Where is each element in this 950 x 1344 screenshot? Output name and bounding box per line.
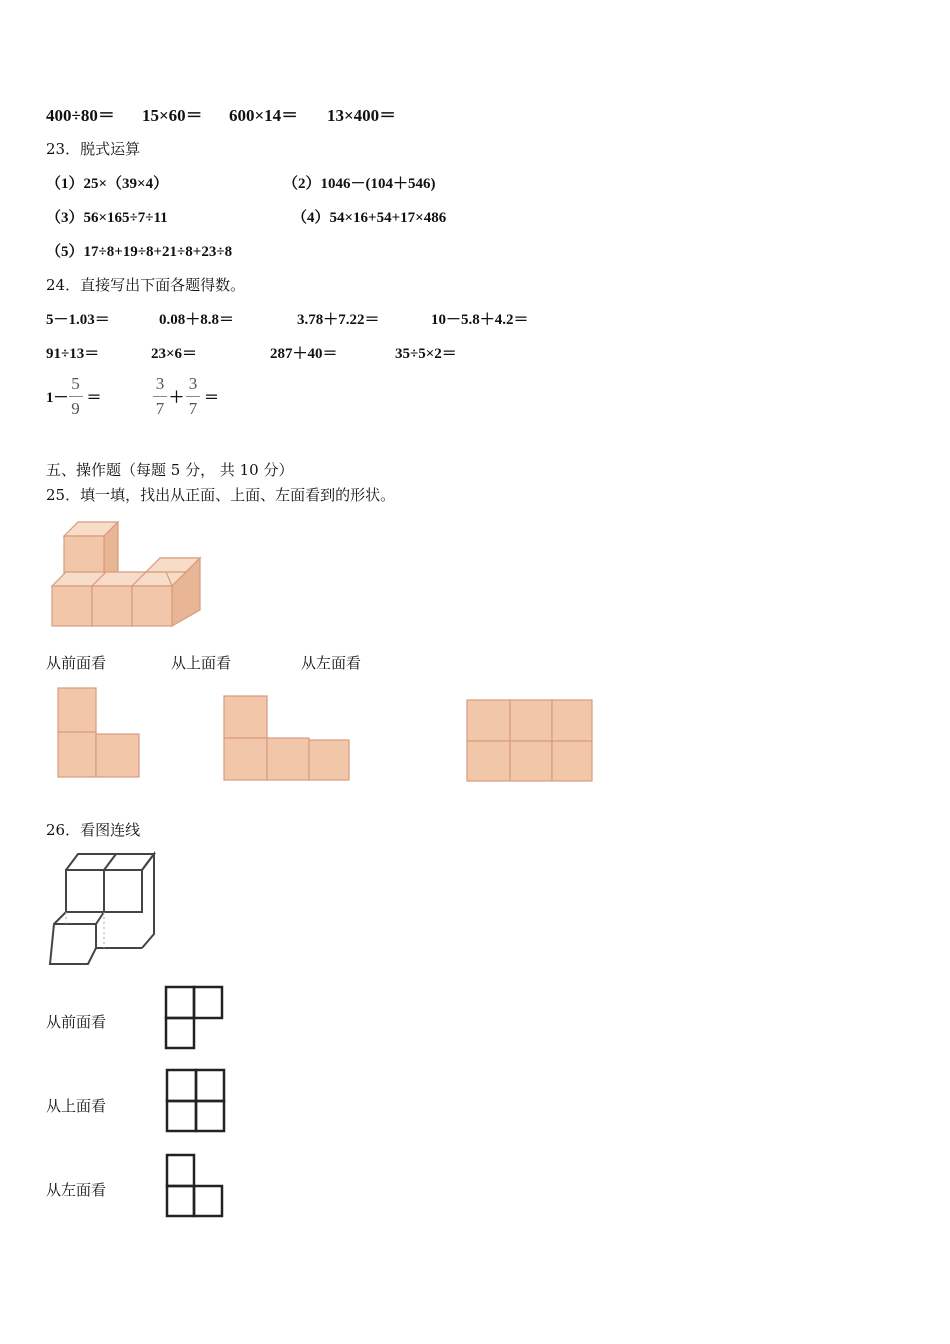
q24-title: 24．直接写出下面各题得数。 xyxy=(46,276,246,294)
q24-r1-3: 3.78＋7.22＝ xyxy=(297,312,380,328)
q24-r1-2: 0.08＋8.8＝ xyxy=(159,312,235,328)
q26-label-top: 从上面看 xyxy=(46,1097,107,1115)
q24-r2-2: 23×6＝ xyxy=(151,346,198,362)
q24-r1-1: 5－1.03＝ xyxy=(46,312,110,328)
q26-block-figure xyxy=(46,852,161,972)
q26-shape-1[interactable] xyxy=(163,984,228,1054)
denominator: 7 xyxy=(188,399,198,418)
q22-item-3: 600×14＝ xyxy=(229,106,299,125)
frac2-tail: ＝ xyxy=(204,390,220,406)
q25-view-shape-1 xyxy=(55,686,145,781)
frac2-op: ＋ xyxy=(169,390,185,406)
q24-r2-1: 91÷13＝ xyxy=(46,346,100,362)
numerator: 3 xyxy=(188,374,198,393)
q25-label-top: 从上面看 xyxy=(171,654,232,672)
q25-label-left: 从左面看 xyxy=(301,654,362,672)
q25-title: 25．填一填，找出从正面、上面、左面看到的形状。 xyxy=(46,486,396,504)
denominator: 9 xyxy=(71,399,80,418)
q24-r2-4: 35÷5×2＝ xyxy=(395,346,457,362)
q22-item-4: 13×400＝ xyxy=(327,106,397,125)
q24-frac-expr-2 xyxy=(153,374,219,419)
q25-view-shape-2 xyxy=(222,694,357,784)
numerator: 5 xyxy=(71,374,80,393)
q22-item-2: 15×60＝ xyxy=(142,106,203,125)
q23-item-5: （5）17÷8+19÷8+21÷8+23÷8 xyxy=(46,244,233,260)
q26-label-front: 从前面看 xyxy=(46,1013,107,1031)
fraction xyxy=(153,374,167,419)
fraction xyxy=(69,374,83,419)
fraction xyxy=(186,374,200,419)
q26-shape-2[interactable] xyxy=(163,1067,228,1137)
q25-cube-figure xyxy=(50,518,220,633)
q23-item-1: （1）25×（39×4） xyxy=(46,176,169,192)
numerator: 3 xyxy=(155,374,165,393)
frac1-lead: 1－ xyxy=(46,390,69,406)
q23-item-2: （2）1046－(104＋546) xyxy=(283,176,436,192)
section5-title: 五、操作题（每题 5 分， 共 10 分） xyxy=(46,461,294,479)
q26-title: 26．看图连线 xyxy=(46,821,141,839)
q24-frac-expr-1 xyxy=(46,374,102,419)
frac1-tail: ＝ xyxy=(86,390,102,406)
q25-view-shape-3 xyxy=(465,698,600,788)
q23-item-3: （3）56×165÷7÷11 xyxy=(46,210,168,226)
q23-title: 23．脱式运算 xyxy=(46,140,141,158)
q26-label-left: 从左面看 xyxy=(46,1181,107,1199)
denominator: 7 xyxy=(155,399,165,418)
q24-r1-4: 10－5.8＋4.2＝ xyxy=(431,312,529,328)
q24-r2-3: 287＋40＝ xyxy=(270,346,338,362)
q25-label-front: 从前面看 xyxy=(46,654,107,672)
q23-item-4: （4）54×16+54+17×486 xyxy=(292,210,447,226)
q22-item-1: 400÷80＝ xyxy=(46,106,115,125)
q26-shape-3[interactable] xyxy=(163,1152,228,1222)
